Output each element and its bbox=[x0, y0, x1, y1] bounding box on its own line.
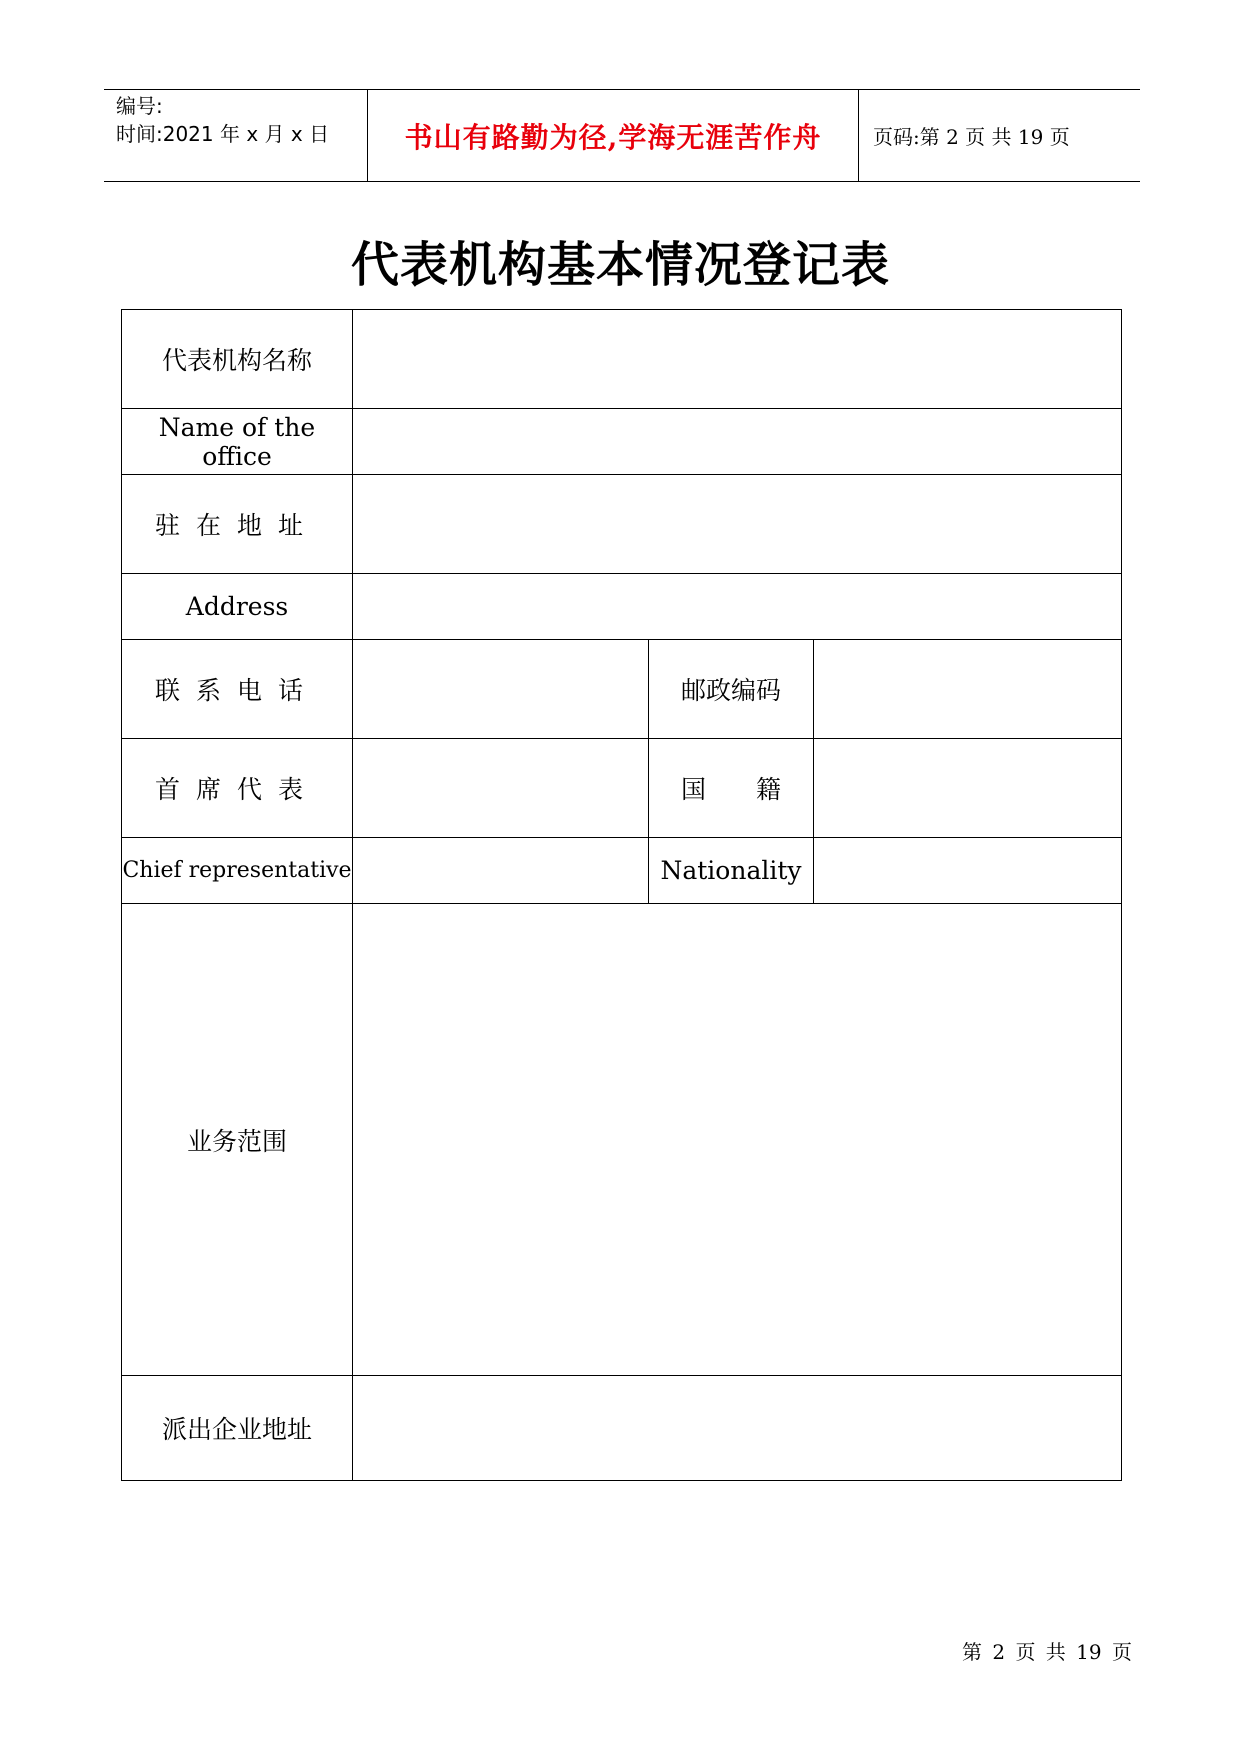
page-title: 代表机构基本情况登记表 bbox=[350, 237, 890, 293]
number-label: 编号: bbox=[116, 94, 163, 118]
chief-rep-en-label: Chief representative bbox=[122, 838, 353, 904]
office-name-en-label: Name of the office bbox=[122, 409, 353, 475]
header-page-info: 页码:第 2 页 共 19 页 bbox=[873, 125, 1070, 149]
header-motto: 书山有路勤为径,学海无涯苦作舟 bbox=[368, 90, 859, 181]
chief-rep-cn-field[interactable] bbox=[353, 739, 649, 838]
nationality-en-field[interactable] bbox=[814, 838, 1122, 904]
parent-address-field[interactable] bbox=[353, 1376, 1122, 1481]
form-row-chief-rep-en bbox=[122, 838, 1122, 904]
nationality-cn-field[interactable] bbox=[814, 739, 1122, 838]
parent-address-label: 派出企业地址 bbox=[122, 1376, 353, 1481]
office-name-cn-field[interactable] bbox=[353, 310, 1122, 409]
nationality-cn-label: 国 籍 bbox=[649, 739, 814, 838]
chief-rep-en-field[interactable] bbox=[353, 838, 649, 904]
nationality-en-label: Nationality bbox=[649, 838, 814, 904]
postcode-field[interactable] bbox=[814, 640, 1122, 739]
phone-field[interactable] bbox=[353, 640, 649, 739]
address-cn-label: 驻在地址 bbox=[122, 475, 353, 574]
business-scope-field[interactable] bbox=[353, 904, 1122, 1376]
form-row-business-scope bbox=[122, 904, 1122, 1376]
business-scope-label: 业务范围 bbox=[122, 904, 353, 1376]
time-label: 时间:2021 年 x 月 x 日 bbox=[116, 122, 330, 146]
office-name-cn-label: 代表机构名称 bbox=[122, 310, 353, 409]
form-row-parent-address bbox=[122, 1376, 1122, 1481]
chief-rep-cn-label: 首席代表 bbox=[122, 739, 353, 838]
header-meta bbox=[104, 90, 368, 181]
address-en-field[interactable] bbox=[353, 574, 1122, 640]
form-row-chief-rep-cn bbox=[122, 739, 1122, 838]
form-row-office-name-cn bbox=[122, 310, 1122, 409]
form-row-address-en bbox=[122, 574, 1122, 640]
office-name-en-field[interactable] bbox=[353, 409, 1122, 475]
form-row-office-name-en bbox=[122, 409, 1122, 475]
phone-cn-label: 联系电话 bbox=[122, 640, 353, 739]
page-footer: 第 2 页 共 19 页 bbox=[962, 1640, 1132, 1664]
registration-form-table bbox=[121, 309, 1122, 1481]
form-row-address-cn bbox=[122, 475, 1122, 574]
form-row-phone bbox=[122, 640, 1122, 739]
address-cn-field[interactable] bbox=[353, 475, 1122, 574]
postcode-cn-label: 邮政编码 bbox=[649, 640, 814, 739]
page-header bbox=[104, 89, 1140, 182]
address-en-label: Address bbox=[122, 574, 353, 640]
